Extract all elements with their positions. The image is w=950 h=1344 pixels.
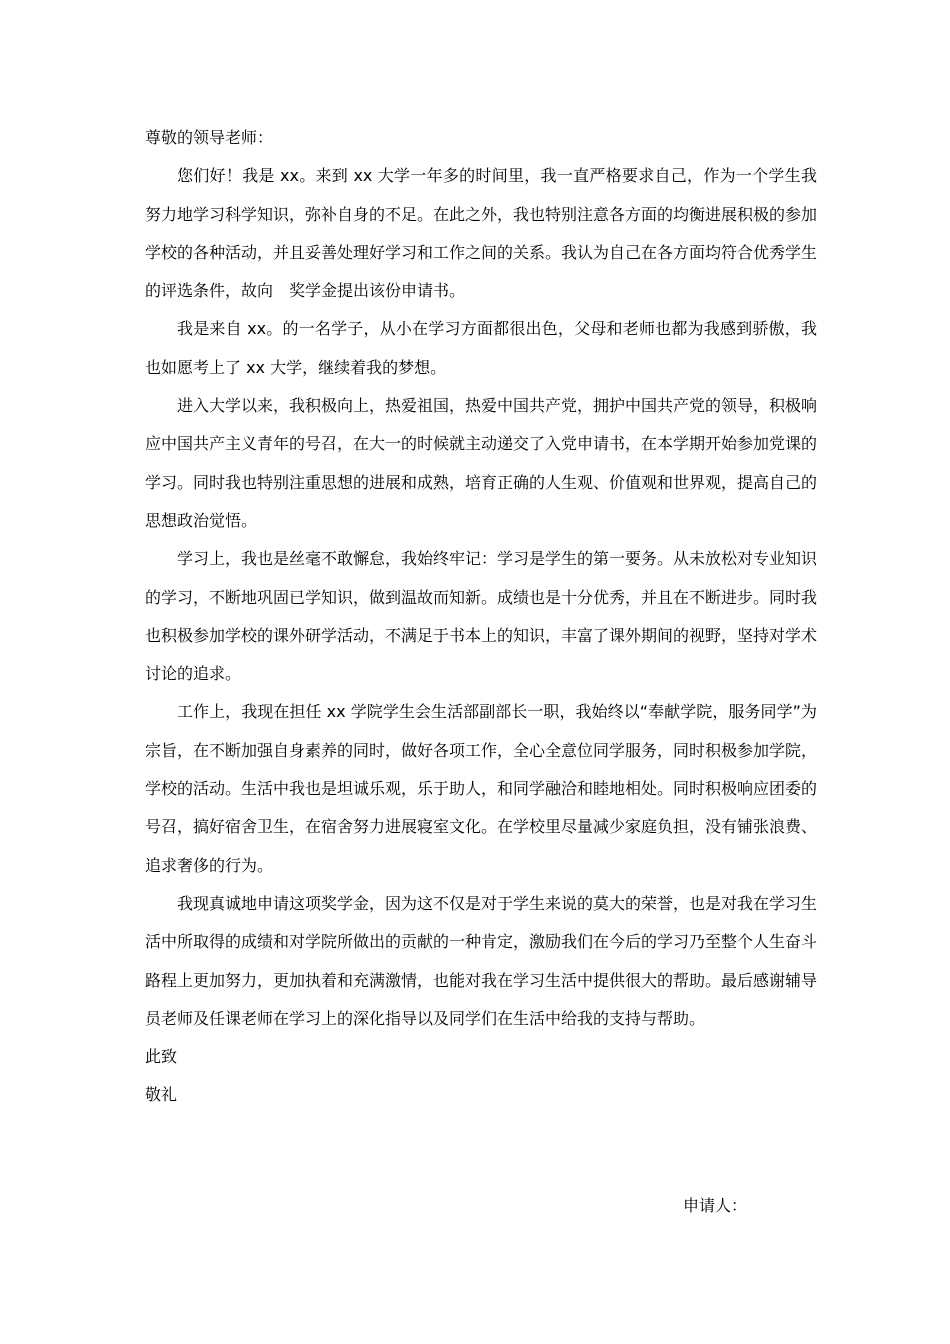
closing-cizhi: 此致: [145, 1047, 178, 1067]
letter-body: [145, 119, 817, 1115]
paragraph-intro: 您们好！我是 xx。来到 xx 大学一年多的时间里，我一直严格要求自己，作为一个学生我努力地学习科学知识，弥补自身的不足。在此之外，我也特别注意各方面的均衡进展积极的参加学校的各种活动，并且妥善处理好学习和工作之间的关系。我认为自己在各方面均符合优秀学生的评选条件，故向 奖学金提出该份申请书。: [145, 166, 818, 301]
paragraph-conclusion: 我现真诚地申请这项奖学金，因为这不仅是对于学生来说的莫大的荣誉，也是对我在学习生活中所取得的成绩和对学院所做出的贡献的一种肯定，激励我们在今后的学习乃至整个人生奋斗路程上更加努力，更加执着和充满激情，也能对我在学习生活中提供很大的帮助。最后感谢辅导员老师及任课老师在学习上的深化指导以及同学们在生活中给我的支持与帮助。: [145, 893, 818, 1028]
signature-label: 申请人：: [683, 1196, 748, 1215]
closing-jingli: 敬礼: [145, 1085, 178, 1105]
salutation: 尊敬的领导老师：: [145, 128, 274, 147]
paragraph-political: 进入大学以来，我积极向上，热爱祖国，热爱中国共产党，拥护中国共产党的领导，积极响应中国共产主义青年的号召，在大一的时候就主动递交了入党申请书，在本学期开始参加党课的学习。同时我也特别注重思想的进展和成熟，培育正确的人生观、价值观和世界观，提高自己的思想政治觉悟。: [145, 396, 818, 530]
paragraph-background: 我是来自 xx。的一名学子，从小在学习方面都很出色，父母和老师也都为我感到骄傲，我也如愿考上了 xx 大学，继续着我的梦想。: [145, 319, 817, 377]
paragraph-study: 学习上，我也是丝毫不敢懈怠，我始终牢记：学习是学生的第一要务。从未放松对专业知识的学习，不断地巩固已学知识，做到温故而知新。成绩也是十分优秀，并且在不断进步。同时我也积极参加学校的课外研学活动，不满足于书本上的知识，丰富了课外期间的视野，坚持对学术讨论的追求。: [145, 549, 818, 684]
paragraph-work: 工作上，我现在担任 xx 学院学生会生活部副部长一职，我始终以“奉献学院，服务同学”为宗旨，在不断加强自身素养的同时，做好各项工作，全心全意位同学服务，同时积极参加学院，学校的活动。生活中我也是坦诚乐观，乐于助人，和同学融洽和睦地相处。同时积极响应团委的号召，搞好宿舍卫生，在宿舍努力进展寝室文化。在学校里尽量减少家庭负担，没有铺张浪费、追求奢侈的行为。: [145, 702, 818, 875]
